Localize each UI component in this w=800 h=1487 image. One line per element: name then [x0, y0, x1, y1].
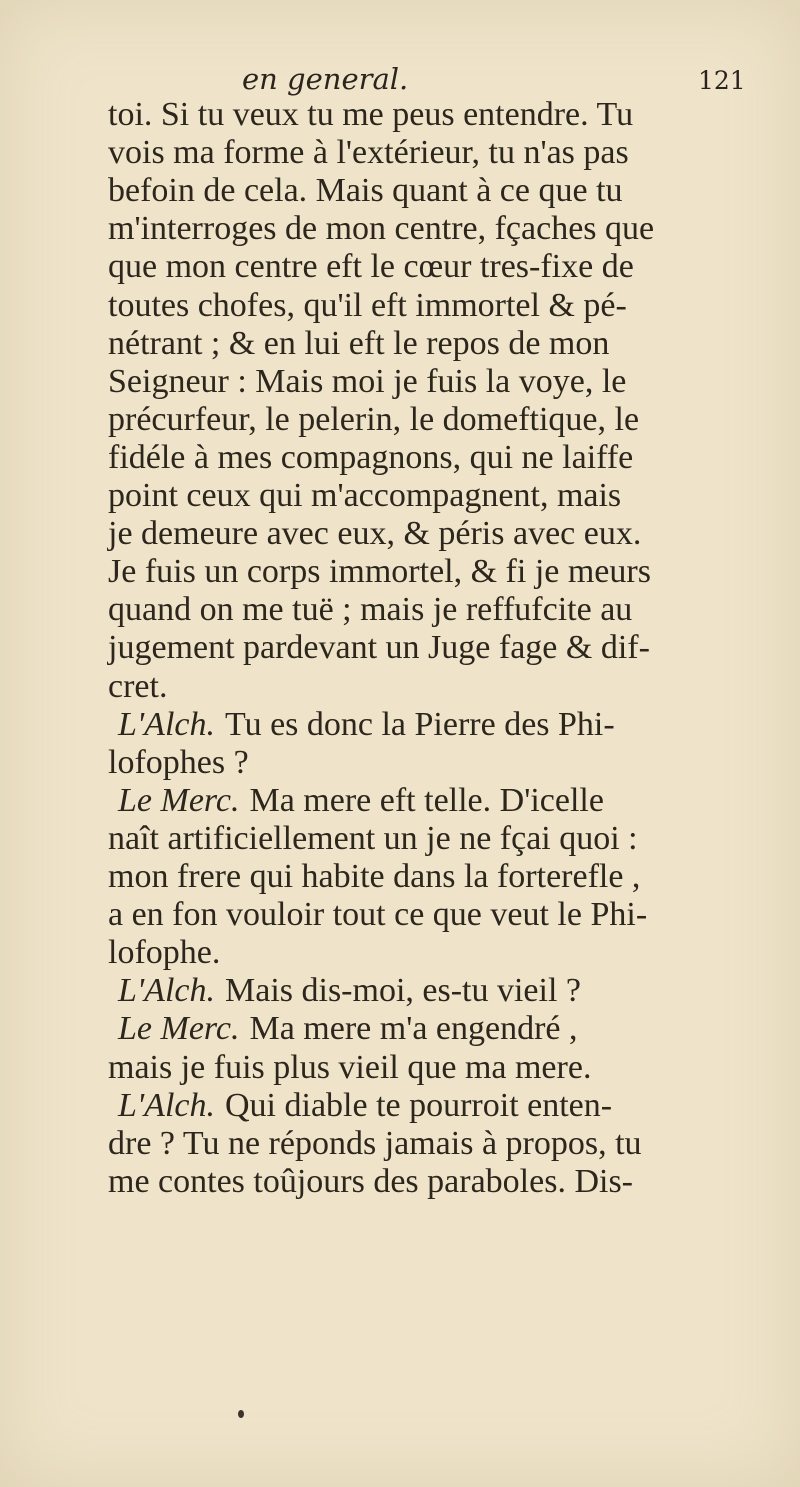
speaker-label: L'Alch. [118, 1086, 215, 1124]
text-line [108, 1125, 642, 1163]
line-text: que mon centre eft le cœur tres-fixe de [108, 248, 634, 286]
text-line [108, 858, 640, 896]
line-text: naît artificiellement un je ne fçai quoi : [108, 819, 638, 857]
line-text: mais je fuis plus vieil que ma mere. [108, 1048, 592, 1086]
text-line [108, 629, 650, 667]
page-number: 121 [698, 66, 746, 95]
line-text: Mais dis-moi, es-tu vieil ? [225, 972, 582, 1010]
text-line [108, 668, 167, 706]
text-line [118, 1010, 578, 1048]
line-text: befoin de cela. Mais quant à ce que tu [108, 172, 623, 210]
line-text: fidéle à mes compagnons, qui ne laiffe [108, 438, 634, 476]
line-text: m'interroges de mon centre, fçaches que [108, 210, 655, 248]
text-line [108, 172, 623, 210]
text-line [118, 706, 615, 744]
text-line [108, 1049, 591, 1087]
text-line [118, 1087, 612, 1125]
speaker-label: L'Alch. [118, 972, 215, 1010]
text-line [108, 287, 627, 325]
text-line [108, 515, 641, 553]
ink-mark [238, 1410, 244, 1418]
speaker-label: Le Merc. [118, 1010, 240, 1048]
text-line [108, 96, 633, 134]
text-line [108, 248, 634, 286]
line-text: nétrant ; & en lui eft le repos de mon [108, 324, 610, 362]
text-line [108, 553, 651, 591]
line-text: mon frere qui habite dans la forterefle , [108, 858, 641, 895]
text-line [108, 477, 621, 515]
text-line [108, 820, 638, 858]
text-line [118, 972, 581, 1010]
line-text: toutes chofes, qu'il eft immortel & pé- [108, 286, 627, 324]
text-line [108, 744, 249, 782]
running-title: en general. [242, 62, 409, 96]
text-line [108, 401, 639, 439]
text-line [108, 591, 632, 629]
text-line [108, 134, 629, 172]
line-text: me contes toûjours des paraboles. Dis- [108, 1162, 633, 1200]
line-text: Ma mere m'a engendré , [249, 1010, 578, 1048]
line-text: lofophe. [108, 934, 221, 972]
line-text: Seigneur : Mais moi je fuis la voye, le [108, 362, 627, 400]
text-line [118, 782, 604, 820]
line-text: précurfeur, le pelerin, le domeftique, le [108, 400, 640, 438]
text-line [108, 325, 609, 363]
text-line [108, 896, 647, 934]
text-line [108, 934, 220, 972]
text-line [108, 210, 654, 248]
line-text: toi. Si tu veux tu me peus entendre. Tu [108, 96, 634, 133]
speaker-label: L'Alch. [118, 705, 215, 743]
line-text: Ma mere eft telle. D'icelle [249, 781, 604, 819]
line-text: cret. [108, 667, 168, 705]
line-text: je demeure avec eux, & péris avec eux. [108, 515, 642, 553]
line-text: point ceux qui m'accompagnent, mais [108, 477, 622, 514]
line-text: quand on me tuë ; mais je reffufcite au [108, 591, 633, 629]
speaker-label: Le Merc. [118, 781, 240, 819]
line-text: vois ma forme à l'extérieur, tu n'as pas [108, 134, 629, 172]
line-text: dre ? Tu ne réponds jamais à propos, tu [108, 1124, 642, 1162]
line-text: jugement pardevant un Juge fage & dif- [108, 629, 650, 667]
line-text: Qui diable te pourroit enten- [225, 1086, 613, 1124]
line-text: a en fon vouloir tout ce que veut le Phi- [108, 896, 648, 934]
page-header [0, 62, 800, 98]
line-text: Tu es donc la Pierre des Phi- [225, 705, 615, 743]
text-line [108, 439, 633, 477]
text-line [108, 363, 626, 401]
line-text: lofophes ? [108, 743, 249, 781]
text-line [108, 1163, 633, 1201]
line-text: Je fuis un corps immortel, & fi je meurs [108, 553, 651, 591]
